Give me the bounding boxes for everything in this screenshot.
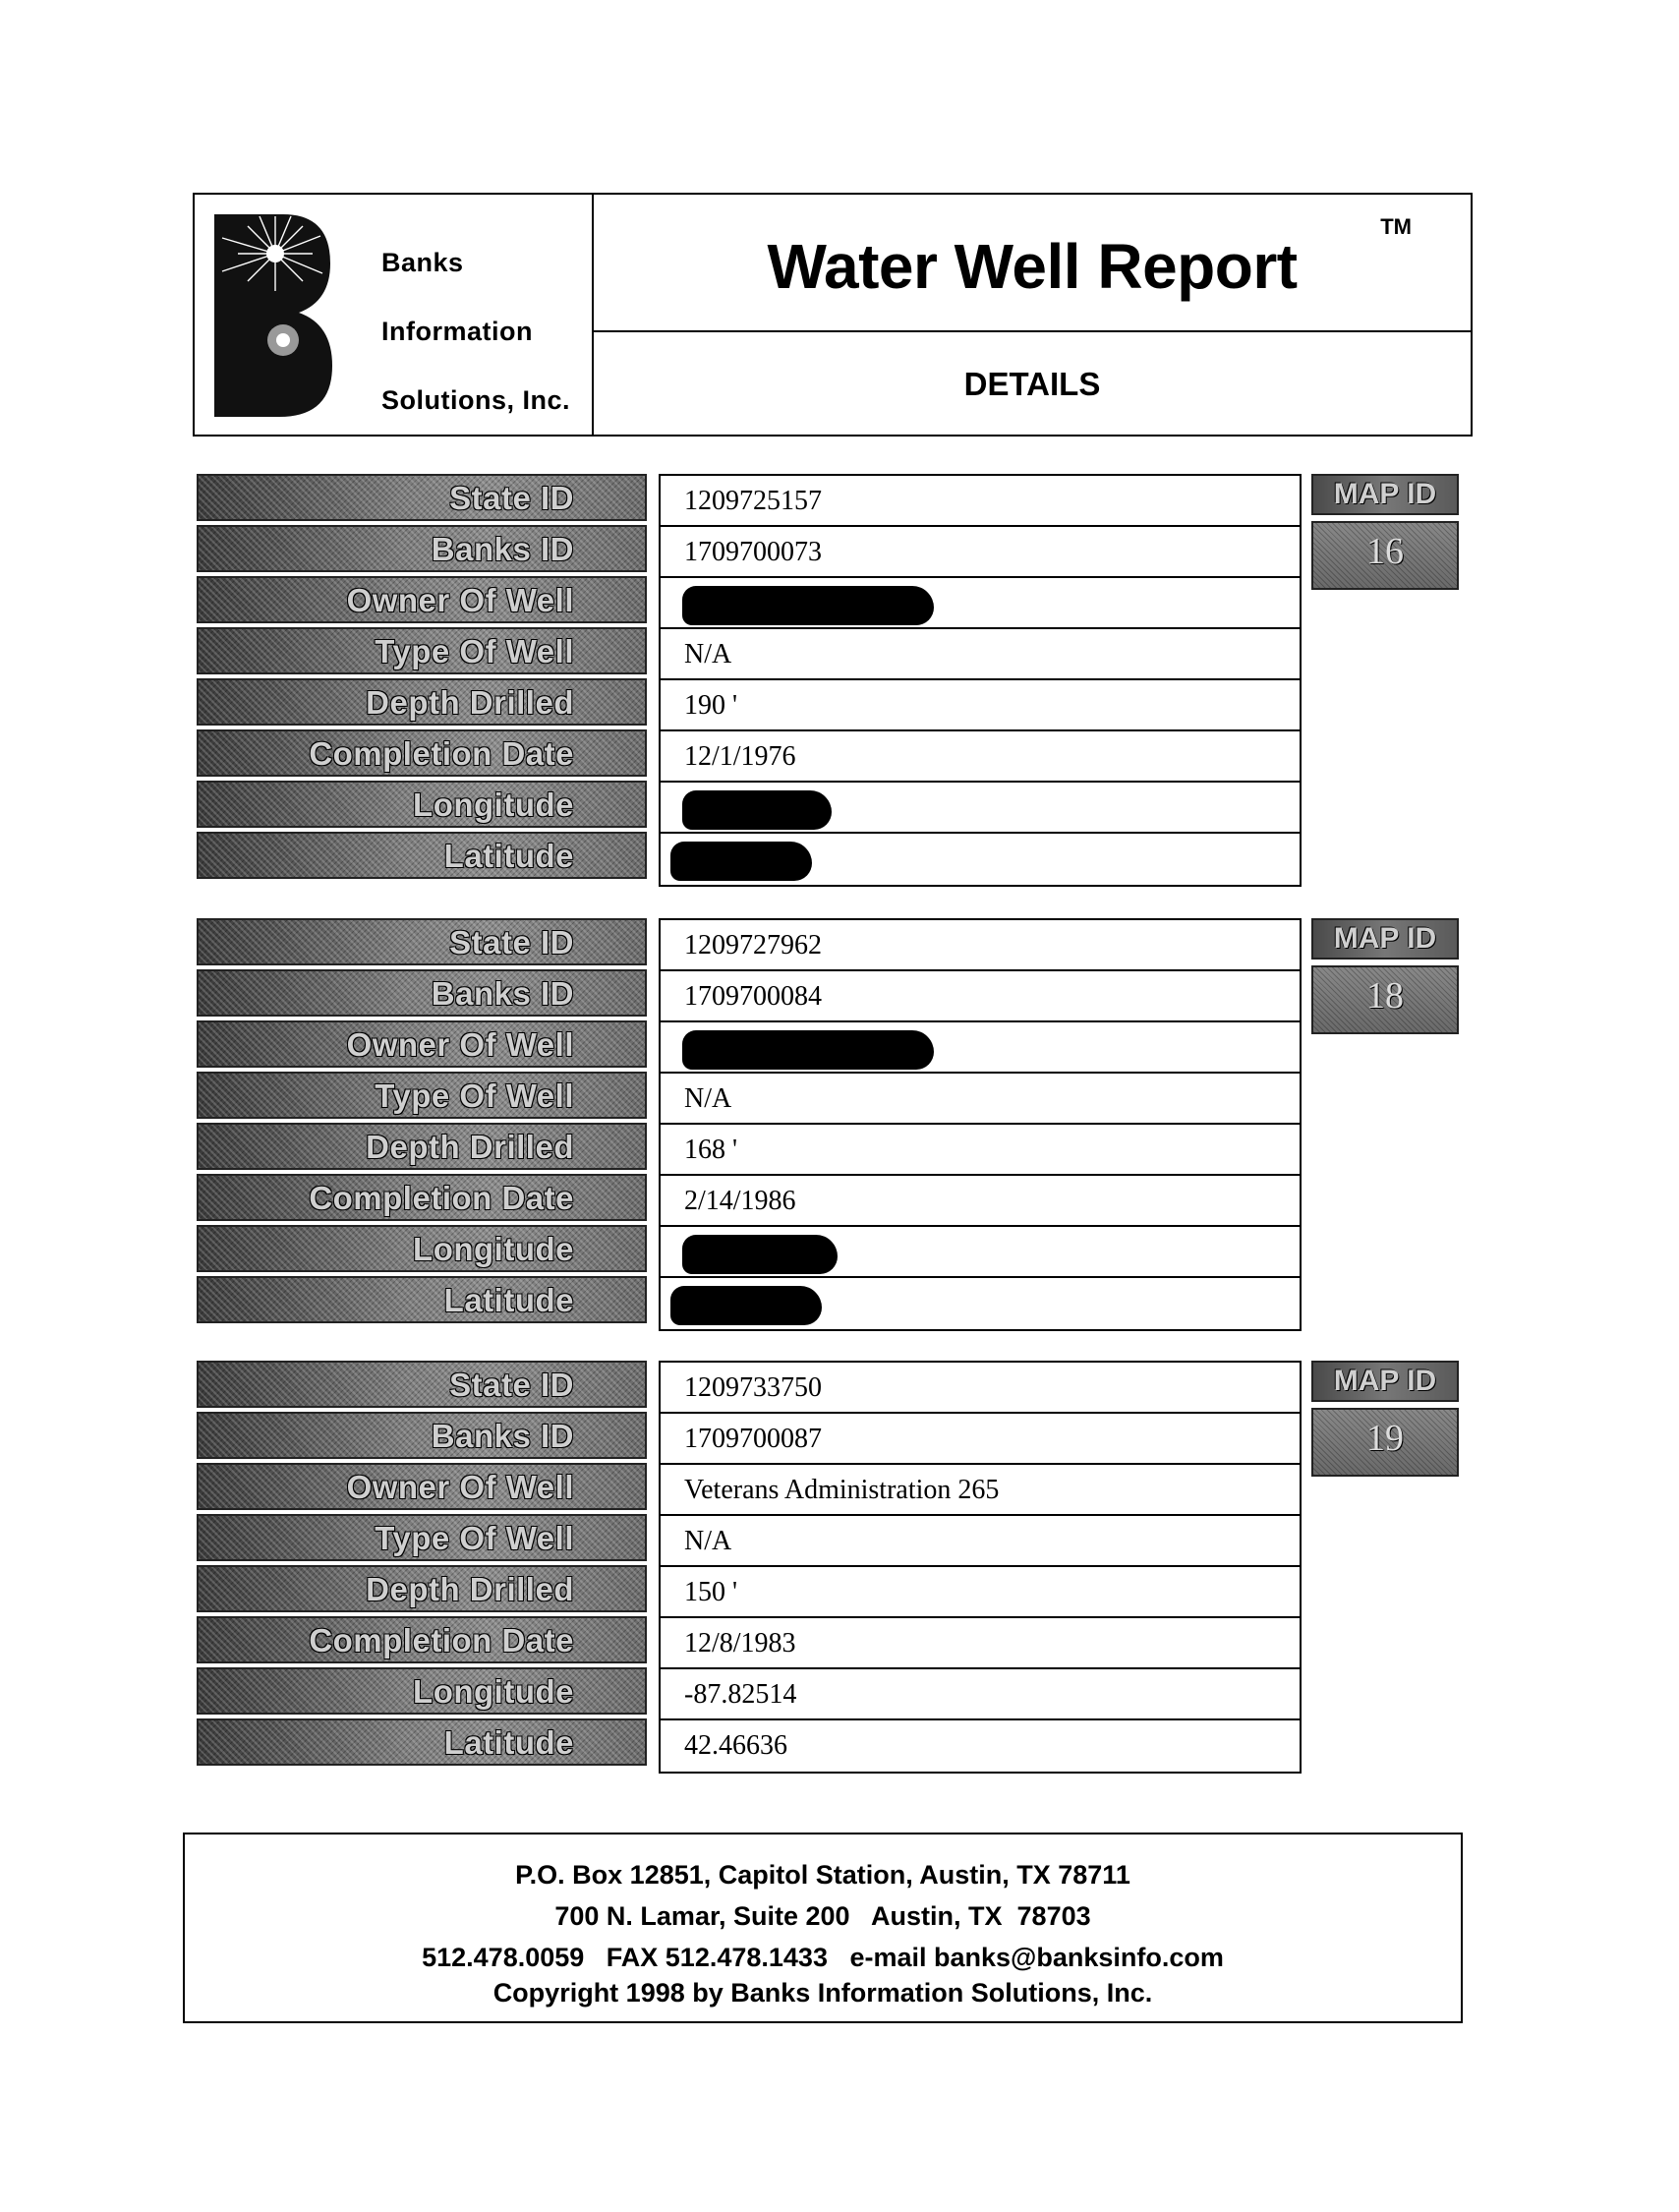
redaction-mark <box>682 1235 838 1274</box>
redaction-mark <box>682 586 934 625</box>
report-subtitle: DETAILS <box>963 366 1101 402</box>
label-owner: Owner Of Well <box>197 1020 647 1068</box>
report-title: Water Well Report <box>767 231 1298 302</box>
footer-copyright: Copyright 1998 by Banks Information Solutions, Inc. <box>492 1978 1153 2008</box>
company-logo-icon <box>214 214 332 417</box>
label-completion-date: Completion Date <box>197 1616 647 1663</box>
well-record-1 <box>0 474 1679 897</box>
value-type: N/A <box>661 629 1300 680</box>
title-cell <box>594 195 1471 332</box>
value-completion-date: 12/8/1983 <box>661 1618 1300 1669</box>
label-latitude: Latitude <box>197 1276 647 1323</box>
value-latitude <box>661 834 1300 885</box>
value-banks-id: 1709700084 <box>661 971 1300 1022</box>
field-labels <box>197 474 647 883</box>
label-state-id: State ID <box>197 918 647 965</box>
company-name <box>381 228 570 435</box>
company-line-1: Banks <box>381 248 464 277</box>
value-state-id: 1209733750 <box>661 1363 1300 1414</box>
label-depth: Depth Drilled <box>197 1123 647 1170</box>
label-latitude: Latitude <box>197 1718 647 1766</box>
redaction-mark <box>670 842 812 881</box>
label-type: Type Of Well <box>197 627 647 674</box>
map-id-number: 16 <box>1311 521 1459 590</box>
map-id-label: MAP ID <box>1311 1361 1459 1402</box>
report-header <box>193 193 1473 437</box>
field-labels <box>197 1361 647 1770</box>
value-longitude: -87.82514 <box>661 1669 1300 1720</box>
map-id-label: MAP ID <box>1311 474 1459 515</box>
map-id-number: 19 <box>1311 1408 1459 1477</box>
value-banks-id: 1709700073 <box>661 527 1300 578</box>
label-banks-id: Banks ID <box>197 1412 647 1459</box>
value-depth: 168 ' <box>661 1125 1300 1176</box>
label-completion-date: Completion Date <box>197 1174 647 1221</box>
well-record-3 <box>0 1361 1679 1783</box>
label-type: Type Of Well <box>197 1514 647 1561</box>
label-longitude: Longitude <box>197 1225 647 1272</box>
value-state-id: 1209725157 <box>661 476 1300 527</box>
label-banks-id: Banks ID <box>197 969 647 1017</box>
subtitle-cell <box>594 332 1471 435</box>
footer-street-address: 700 N. Lamar, Suite 200 Austin, TX 78703 <box>554 1901 1091 1931</box>
value-type: N/A <box>661 1516 1300 1567</box>
value-longitude <box>661 1227 1300 1278</box>
label-longitude: Longitude <box>197 1667 647 1715</box>
label-completion-date: Completion Date <box>197 729 647 777</box>
value-owner <box>661 578 1300 629</box>
redaction-mark <box>682 790 832 830</box>
field-values <box>659 1361 1302 1774</box>
map-id-box <box>1311 474 1459 590</box>
label-latitude: Latitude <box>197 832 647 879</box>
label-banks-id: Banks ID <box>197 525 647 572</box>
value-depth: 190 ' <box>661 680 1300 731</box>
footer-contact: 512.478.0059 FAX 512.478.1433 e-mail banks@banksinfo.com <box>422 1943 1224 1972</box>
value-depth: 150 ' <box>661 1567 1300 1618</box>
map-id-box <box>1311 1361 1459 1477</box>
label-depth: Depth Drilled <box>197 1565 647 1612</box>
value-longitude <box>661 783 1300 834</box>
label-state-id: State ID <box>197 474 647 521</box>
label-state-id: State ID <box>197 1361 647 1408</box>
value-owner: Veterans Administration 265 <box>661 1465 1300 1516</box>
company-line-2: Information <box>381 317 533 346</box>
label-owner: Owner Of Well <box>197 576 647 623</box>
well-record-2 <box>0 918 1679 1341</box>
trademark-mark: TM <box>1380 214 1412 239</box>
label-type: Type Of Well <box>197 1072 647 1119</box>
value-owner <box>661 1022 1300 1074</box>
value-state-id: 1209727962 <box>661 920 1300 971</box>
field-values <box>659 918 1302 1331</box>
value-latitude <box>661 1278 1300 1329</box>
value-banks-id: 1709700087 <box>661 1414 1300 1465</box>
map-id-label: MAP ID <box>1311 918 1459 960</box>
redaction-mark <box>682 1030 934 1070</box>
company-line-3: Solutions, Inc. <box>381 385 571 415</box>
value-latitude: 42.46636 <box>684 1730 787 1761</box>
value-completion-date: 2/14/1986 <box>661 1176 1300 1227</box>
map-id-box <box>1311 918 1459 1034</box>
company-logo-block <box>195 195 594 435</box>
footer-po-box: P.O. Box 12851, Capitol Station, Austin, TX 78711 <box>515 1860 1130 1890</box>
value-type: N/A <box>661 1074 1300 1125</box>
map-id-number: 18 <box>1311 965 1459 1034</box>
label-depth: Depth Drilled <box>197 678 647 726</box>
field-values <box>659 474 1302 887</box>
field-labels <box>197 918 647 1327</box>
value-completion-date: 12/1/1976 <box>661 731 1300 783</box>
label-owner: Owner Of Well <box>197 1463 647 1510</box>
label-longitude: Longitude <box>197 781 647 828</box>
report-footer <box>183 1833 1463 2023</box>
redaction-mark <box>670 1286 822 1325</box>
